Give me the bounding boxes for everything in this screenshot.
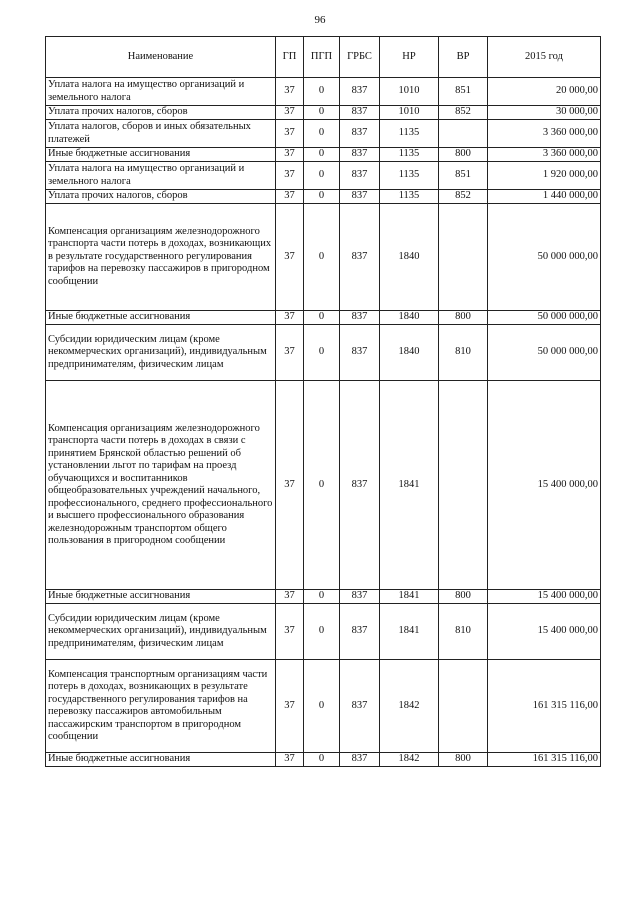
cell-nr: 1841 bbox=[380, 381, 439, 590]
cell-vr: 800 bbox=[439, 753, 488, 767]
cell-grbs: 837 bbox=[340, 604, 380, 660]
cell-pgp: 0 bbox=[304, 311, 340, 325]
cell-grbs: 837 bbox=[340, 660, 380, 753]
cell-pgp: 0 bbox=[304, 190, 340, 204]
cell-name: Компенсация транспортным организациям части потерь в доходах, возникающих в результате государственного регулирования тарифов на перевозку пассажиров автомобильным пассажирским транспортом в пригородном сообщении bbox=[46, 660, 276, 753]
cell-pgp: 0 bbox=[304, 381, 340, 590]
cell-name: Иные бюджетные ассигнования bbox=[46, 311, 276, 325]
cell-name: Компенсация организациям железнодорожного транспорта части потерь в доходах в связи с принятием Брянской областью решений об установлении льгот по тарифам на проезд обучающихся и воспитанников общеобразовательных учреждений начального, профессионального, среднего профессионального и высшего профессионального образования железнодорожным транспортом общего пользования в пригородном сообщении bbox=[46, 381, 276, 590]
cell-nr: 1010 bbox=[380, 78, 439, 106]
cell-gp: 37 bbox=[276, 381, 304, 590]
cell-pgp: 0 bbox=[304, 162, 340, 190]
cell-name: Уплата налога на имущество организаций и земельного налога bbox=[46, 78, 276, 106]
cell-gp: 37 bbox=[276, 106, 304, 120]
cell-vr: 800 bbox=[439, 148, 488, 162]
table-row bbox=[46, 325, 601, 381]
cell-amount: 3 360 000,00 bbox=[488, 120, 601, 148]
cell-name: Уплата налогов, сборов и иных обязательных платежей bbox=[46, 120, 276, 148]
table-row bbox=[46, 604, 601, 660]
cell-vr bbox=[439, 204, 488, 311]
cell-pgp: 0 bbox=[304, 204, 340, 311]
cell-amount: 20 000,00 bbox=[488, 78, 601, 106]
cell-amount: 3 360 000,00 bbox=[488, 148, 601, 162]
cell-gp: 37 bbox=[276, 190, 304, 204]
header-nr: НР bbox=[380, 37, 439, 78]
cell-pgp: 0 bbox=[304, 78, 340, 106]
cell-vr: 810 bbox=[439, 325, 488, 381]
cell-gp: 37 bbox=[276, 162, 304, 190]
cell-pgp: 0 bbox=[304, 120, 340, 148]
cell-gp: 37 bbox=[276, 204, 304, 311]
cell-amount: 50 000 000,00 bbox=[488, 204, 601, 311]
cell-amount: 15 400 000,00 bbox=[488, 604, 601, 660]
header-name: Наименование bbox=[46, 37, 276, 78]
cell-gp: 37 bbox=[276, 120, 304, 148]
cell-name: Субсидии юридическим лицам (кроме некоммерческих организаций), индивидуальным предпринимателям, физическим лицам bbox=[46, 325, 276, 381]
cell-gp: 37 bbox=[276, 78, 304, 106]
cell-vr: 852 bbox=[439, 106, 488, 120]
cell-nr: 1010 bbox=[380, 106, 439, 120]
cell-nr: 1842 bbox=[380, 753, 439, 767]
cell-amount: 50 000 000,00 bbox=[488, 325, 601, 381]
cell-name: Иные бюджетные ассигнования bbox=[46, 148, 276, 162]
cell-amount: 1 920 000,00 bbox=[488, 162, 601, 190]
table-row bbox=[46, 381, 601, 590]
table-row bbox=[46, 120, 601, 148]
cell-nr: 1842 bbox=[380, 660, 439, 753]
header-grbs: ГРБС bbox=[340, 37, 380, 78]
cell-nr: 1135 bbox=[380, 120, 439, 148]
cell-gp: 37 bbox=[276, 590, 304, 604]
cell-amount: 30 000,00 bbox=[488, 106, 601, 120]
cell-nr: 1841 bbox=[380, 590, 439, 604]
cell-grbs: 837 bbox=[340, 204, 380, 311]
header-gp: ГП bbox=[276, 37, 304, 78]
cell-gp: 37 bbox=[276, 148, 304, 162]
table-row bbox=[46, 660, 601, 753]
header-vr: ВР bbox=[439, 37, 488, 78]
cell-name: Уплата налога на имущество организаций и земельного налога bbox=[46, 162, 276, 190]
cell-grbs: 837 bbox=[340, 162, 380, 190]
cell-vr bbox=[439, 660, 488, 753]
cell-nr: 1840 bbox=[380, 311, 439, 325]
cell-grbs: 837 bbox=[340, 590, 380, 604]
cell-amount: 15 400 000,00 bbox=[488, 381, 601, 590]
cell-vr: 851 bbox=[439, 78, 488, 106]
cell-amount: 1 440 000,00 bbox=[488, 190, 601, 204]
table-row bbox=[46, 753, 601, 767]
cell-vr bbox=[439, 381, 488, 590]
cell-gp: 37 bbox=[276, 660, 304, 753]
cell-vr: 800 bbox=[439, 590, 488, 604]
cell-grbs: 837 bbox=[340, 106, 380, 120]
cell-grbs: 837 bbox=[340, 381, 380, 590]
cell-grbs: 837 bbox=[340, 753, 380, 767]
cell-gp: 37 bbox=[276, 753, 304, 767]
cell-amount: 161 315 116,00 bbox=[488, 660, 601, 753]
cell-pgp: 0 bbox=[304, 148, 340, 162]
cell-grbs: 837 bbox=[340, 311, 380, 325]
cell-amount: 15 400 000,00 bbox=[488, 590, 601, 604]
cell-nr: 1840 bbox=[380, 204, 439, 311]
cell-amount: 161 315 116,00 bbox=[488, 753, 601, 767]
cell-nr: 1840 bbox=[380, 325, 439, 381]
cell-nr: 1841 bbox=[380, 604, 439, 660]
cell-name: Компенсация организациям железнодорожного транспорта части потерь в доходах, возникающих в результате государственного регулирования тарифов на перевозку пассажиров в пригородном сообщении bbox=[46, 204, 276, 311]
cell-pgp: 0 bbox=[304, 660, 340, 753]
cell-gp: 37 bbox=[276, 325, 304, 381]
table-row bbox=[46, 162, 601, 190]
cell-pgp: 0 bbox=[304, 106, 340, 120]
cell-grbs: 837 bbox=[340, 325, 380, 381]
table-row bbox=[46, 190, 601, 204]
cell-nr: 1135 bbox=[380, 162, 439, 190]
cell-name: Иные бюджетные ассигнования bbox=[46, 753, 276, 767]
table-row bbox=[46, 106, 601, 120]
cell-vr: 851 bbox=[439, 162, 488, 190]
cell-pgp: 0 bbox=[304, 753, 340, 767]
cell-gp: 37 bbox=[276, 604, 304, 660]
cell-nr: 1135 bbox=[380, 148, 439, 162]
table-header-row bbox=[46, 37, 601, 78]
header-year: 2015 год bbox=[488, 37, 601, 78]
cell-vr bbox=[439, 120, 488, 148]
cell-pgp: 0 bbox=[304, 604, 340, 660]
cell-name: Субсидии юридическим лицам (кроме некоммерческих организаций), индивидуальным предпринимателям, физическим лицам bbox=[46, 604, 276, 660]
cell-vr: 852 bbox=[439, 190, 488, 204]
cell-name: Уплата прочих налогов, сборов bbox=[46, 190, 276, 204]
cell-name: Иные бюджетные ассигнования bbox=[46, 590, 276, 604]
cell-gp: 37 bbox=[276, 311, 304, 325]
table-row bbox=[46, 78, 601, 106]
table-row bbox=[46, 148, 601, 162]
cell-grbs: 837 bbox=[340, 148, 380, 162]
cell-vr: 800 bbox=[439, 311, 488, 325]
budget-table bbox=[45, 36, 601, 767]
cell-vr: 810 bbox=[439, 604, 488, 660]
table-row bbox=[46, 204, 601, 311]
page-number: 96 bbox=[314, 14, 326, 26]
cell-grbs: 837 bbox=[340, 190, 380, 204]
cell-amount: 50 000 000,00 bbox=[488, 311, 601, 325]
cell-name: Уплата прочих налогов, сборов bbox=[46, 106, 276, 120]
table-row bbox=[46, 590, 601, 604]
cell-grbs: 837 bbox=[340, 120, 380, 148]
header-pgp: ПГП bbox=[304, 37, 340, 78]
cell-nr: 1135 bbox=[380, 190, 439, 204]
cell-pgp: 0 bbox=[304, 590, 340, 604]
table-row bbox=[46, 311, 601, 325]
cell-grbs: 837 bbox=[340, 78, 380, 106]
cell-pgp: 0 bbox=[304, 325, 340, 381]
